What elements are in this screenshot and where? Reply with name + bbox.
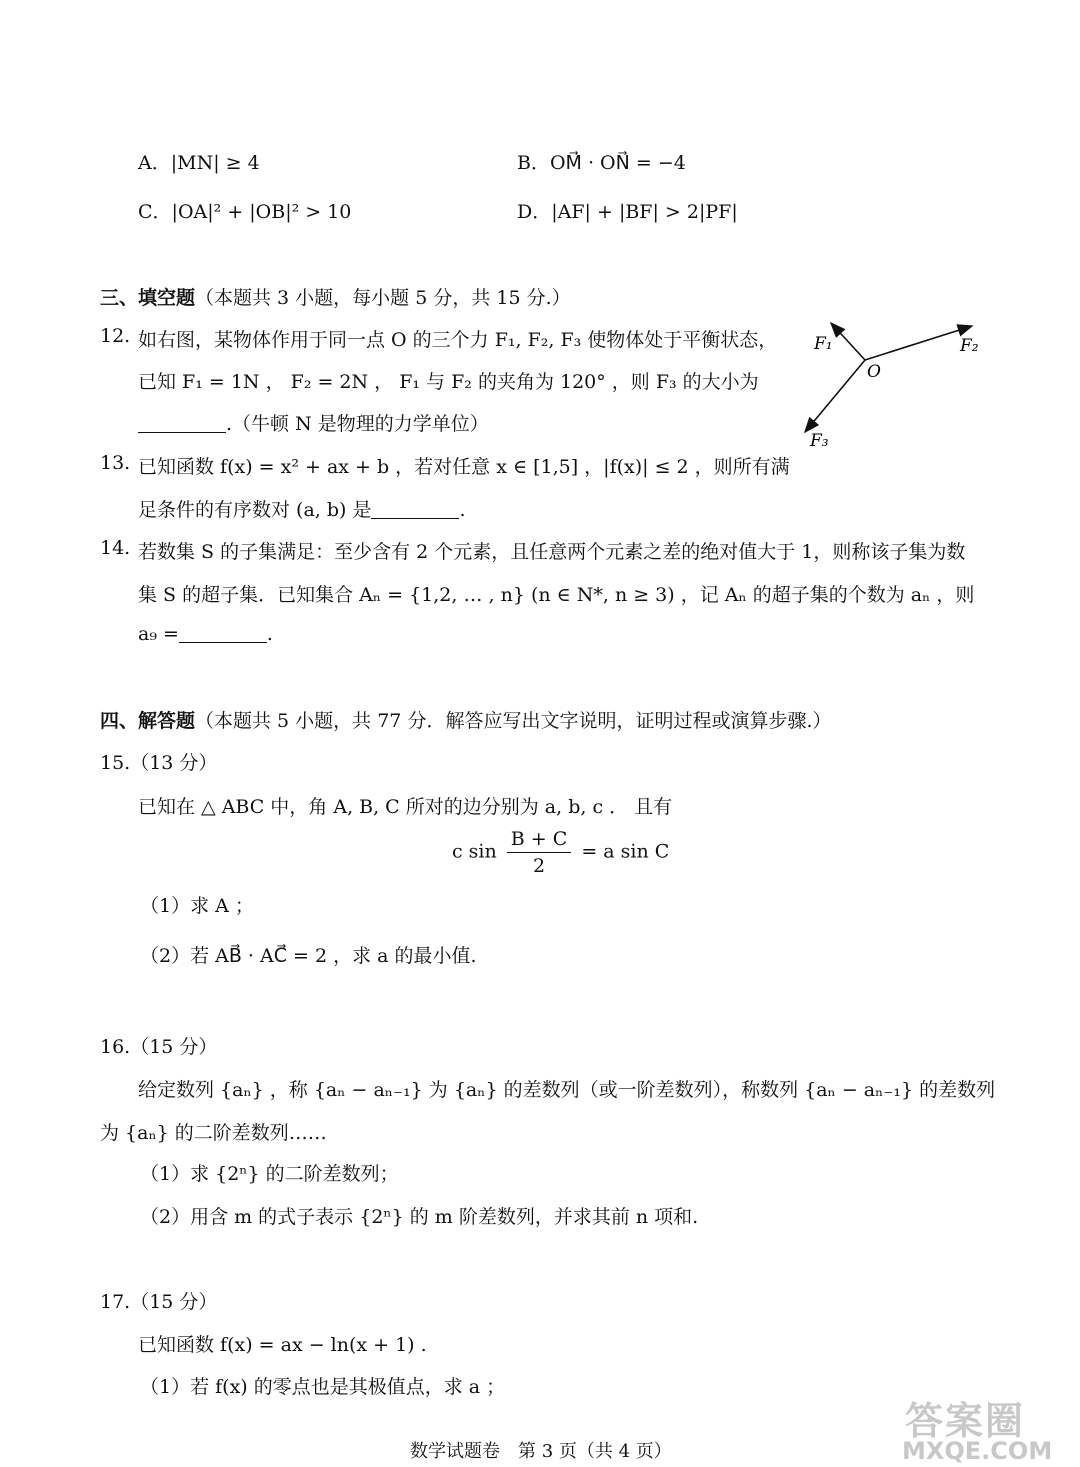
q12-number: 12. [100, 325, 131, 347]
option-a: A．|MN| ≥ 4 [138, 152, 260, 174]
q14-line2: 集 S 的超子集．已知集合 Aₙ = {1,2, … , n} (n ∈ N*, n ≥ 3) ，记 Aₙ 的超子集的个数为 aₙ ，则 [138, 584, 975, 606]
q14-end: . [266, 623, 273, 645]
q12-line3-text: .（牛顿 N 是物理的力学单位） [226, 413, 489, 435]
q14-line3-text: a₉ = [138, 623, 179, 645]
q16-line2: 为 {aₙ} 的二阶差数列…… [100, 1122, 327, 1144]
q15-eq-left: c sin [452, 840, 497, 863]
watermark-logo-bottom: MXQE.COM [902, 1437, 1053, 1465]
section4-note: （本题共 5 小题，共 77 分．解答应写出文字说明，证明过程或演算步骤.） [195, 710, 832, 732]
force-diagram [800, 315, 1000, 455]
option-b: B．OM⃗ · ON⃗ = −4 [517, 152, 686, 174]
q16-part1: （1）求 {2ⁿ} 的二阶差数列； [140, 1163, 399, 1185]
q12-answer-blank [138, 414, 226, 433]
section3-heading [100, 283, 571, 310]
q15-eq-numerator: B + C [507, 826, 572, 853]
page-footer: 数学试题卷 第 3 页（共 4 页） [410, 1441, 672, 1462]
label-f3: F₃ [810, 431, 829, 451]
force-f3-arrow [805, 360, 865, 432]
q13-number: 13. [100, 452, 131, 474]
q13-answer-blank [371, 500, 459, 519]
q12-line3 [138, 409, 489, 436]
label-o: O [867, 362, 881, 382]
watermark-logo-top: 答案圈 [905, 1399, 1026, 1443]
q15-eq-right: = a sin C [581, 840, 670, 863]
q15-heading: 15.（13 分） [100, 752, 218, 774]
option-d: D．|AF| + |BF| > 2|PF| [517, 201, 738, 223]
q15-eq-fraction [507, 826, 572, 879]
q16-part2: （2）用含 m 的式子表示 {2ⁿ} 的 m 阶差数列，并求其前 n 项和. [140, 1206, 699, 1228]
section4-heading [100, 706, 831, 733]
label-f2: F₂ [960, 336, 979, 356]
q13-end: . [459, 499, 466, 521]
q13-line2-text: 足条件的有序数对 (a, b) 是 [138, 499, 372, 521]
q12-line2: 已知 F₁ = 1N ， F₂ = 2N ， F₁ 与 F₂ 的夹角为 120° ，则 F₃ 的大小为 [138, 371, 759, 393]
option-c: C．|OA|² + |OB|² > 10 [138, 201, 352, 223]
q15-part1: （1）求 A ； [140, 895, 254, 917]
q16-line1: 给定数列 {aₙ} ，称 {aₙ − aₙ₋₁} 为 {aₙ} 的差数列（或一阶差数列），称数列 {aₙ − aₙ₋₁} 的差数列 [138, 1079, 996, 1101]
q16-heading: 16.（15 分） [100, 1036, 218, 1058]
force-f1-arrow [831, 323, 865, 360]
q12-line1: 如右图，某物体作用于同一点 O 的三个力 F₁, F₂, F₃ 使物体处于平衡状态， [138, 329, 778, 351]
section3-title: 三、填空题 [100, 287, 196, 309]
q17-stem: 已知函数 f(x) = ax − ln(x + 1) . [138, 1334, 427, 1356]
q15-part2: （2）若 AB⃗ · AC⃗ = 2 ，求 a 的最小值. [140, 945, 477, 967]
q14-number: 14. [100, 537, 131, 559]
q15-stem: 已知在 △ ABC 中，角 A, B, C 所对的边分别为 a, b, c ． 且有 [138, 796, 673, 818]
q17-heading: 17.（15 分） [100, 1291, 218, 1313]
q15-equation [452, 826, 669, 879]
q13-line1: 已知函数 f(x) = x² + ax + b ，若对任意 x ∈ [1,5] ，|f(x)| ≤ 2 ，则所有满 [138, 456, 790, 478]
q15-eq-denominator: 2 [533, 855, 546, 877]
section3-note: （本题共 3 小题，每小题 5 分，共 15 分.） [195, 287, 571, 309]
force-f2-arrow [865, 326, 972, 360]
section4-title: 四、解答题 [100, 710, 196, 732]
q13-line2 [138, 495, 466, 522]
q14-line3 [138, 623, 273, 645]
q14-answer-blank [179, 624, 267, 643]
label-f1: F₁ [814, 334, 833, 354]
q17-part1: （1）若 f(x) 的零点也是其极值点，求 a ； [140, 1376, 506, 1398]
q14-line1: 若数集 S 的子集满足：至少含有 2 个元素，且任意两个元素之差的绝对值大于 1，则称该子集为数 [138, 541, 966, 563]
